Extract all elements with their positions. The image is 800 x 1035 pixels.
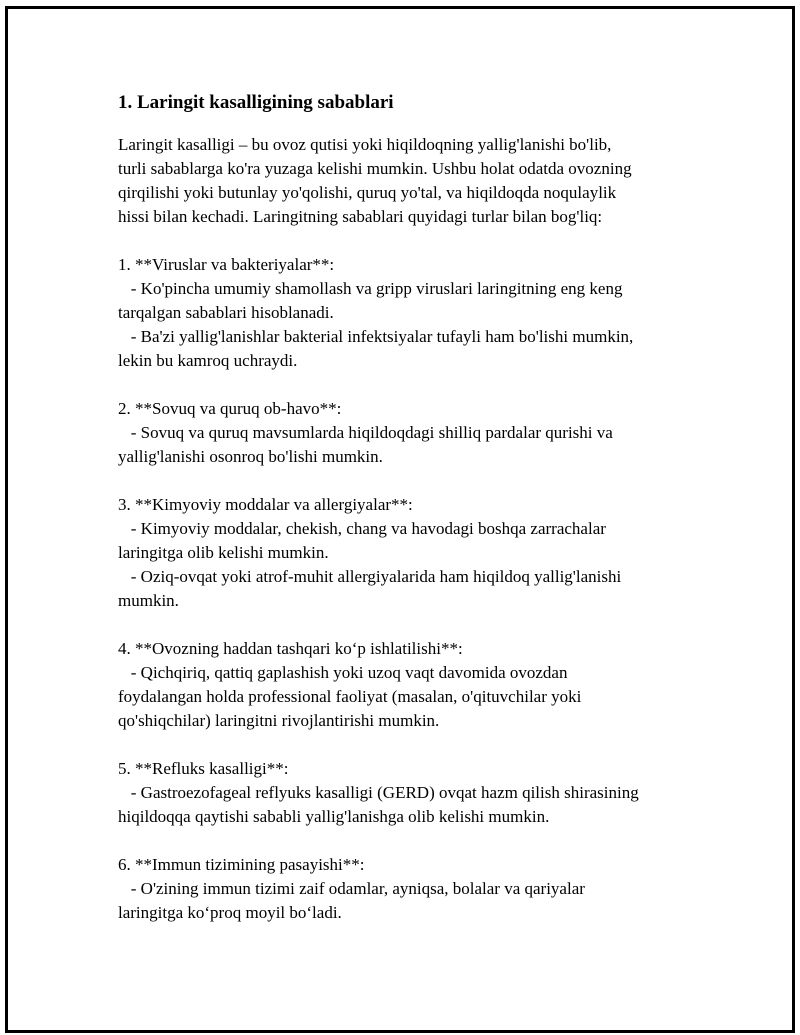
paragraph-spacer [118,829,718,853]
section-heading: 2. **Sovuq va quruq ob-havo**: [118,399,342,418]
paragraph-spacer [118,373,718,397]
section-line: - Oziq-ovqat yoki atrof-muhit allergiyalarida ham hiqildoq yallig'lanishi [118,567,622,586]
section-line: - Ko'pincha umumiy shamollash va gripp viruslari laringitning eng keng [118,279,623,298]
section-heading: 5. **Refluks kasalligi**: [118,759,289,778]
cause-section-viruses [118,253,718,373]
intro-paragraph [118,133,718,229]
section-line: foydalangan holda professional faoliyat (masalan, o'qituvchilar yoki [118,687,582,706]
section-line: laringitga ko‘proq moyil bo‘ladi. [118,903,342,922]
section-line: - Ba'zi yallig'lanishlar bakterial infektsiyalar tufayli ham bo'lishi mumkin, [118,327,634,346]
section-line: tarqalgan sabablari hisoblanadi. [118,303,334,322]
intro-line: hissi bilan kechadi. Laringitning sabablari quyidagi turlar bilan bog'liq: [118,207,603,226]
cause-section-immunity [118,853,718,925]
section-line: - O'zining immun tizimi zaif odamlar, ayniqsa, bolalar va qariyalar [118,879,585,898]
section-line: mumkin. [118,591,179,610]
intro-line: Laringit kasalligi – bu ovoz qutisi yoki hiqildoqning yallig'lanishi bo'lib, [118,135,612,154]
section-line: qo'shiqchilar) laringitni rivojlantirishi mumkin. [118,711,440,730]
section-line: - Kimyoviy moddalar, chekish, chang va havodagi boshqa zarrachalar [118,519,606,538]
paragraph-spacer [118,229,718,253]
paragraph-spacer [118,613,718,637]
section-line: - Sovuq va quruq mavsumlarda hiqildoqdagi shilliq pardalar qurishi va [118,423,613,442]
cause-section-reflux [118,757,718,829]
paragraph-spacer [118,733,718,757]
section-heading: 1. **Viruslar va bakteriyalar**: [118,255,335,274]
cause-section-weather [118,397,718,469]
intro-line: qirqilishi yoki butunlay yo'qolishi, quruq yo'tal, va hiqildoqda noqulaylik [118,183,617,202]
section-line: lekin bu kamroq uchraydi. [118,351,298,370]
cause-section-voice-overuse [118,637,718,733]
section-line: hiqildoqqa qaytishi sababli yallig'lanishga olib kelishi mumkin. [118,807,550,826]
intro-line: turli sabablarga ko'ra yuzaga kelishi mumkin. Ushbu holat odatda ovozning [118,159,632,178]
document-body [118,91,718,925]
section-heading: 3. **Kimyoviy moddalar va allergiyalar**: [118,495,413,514]
section-line: - Gastroezofageal reflyuks kasalligi (GERD) ovqat hazm qilish shirasining [118,783,639,802]
section-heading: 4. **Ovozning haddan tashqari ko‘p ishlatilishi**: [118,639,463,658]
section-line: laringitga olib kelishi mumkin. [118,543,329,562]
paragraph-spacer [118,469,718,493]
section-heading: 6. **Immun tizimining pasayishi**: [118,855,365,874]
section-line: - Qichqiriq, qattiq gaplashish yoki uzoq vaqt davomida ovozdan [118,663,568,682]
section-line: yallig'lanishi osonroq bo'lishi mumkin. [118,447,383,466]
cause-section-chemicals [118,493,718,613]
document-title: 1. Laringit kasalligining sabablari [118,92,394,113]
